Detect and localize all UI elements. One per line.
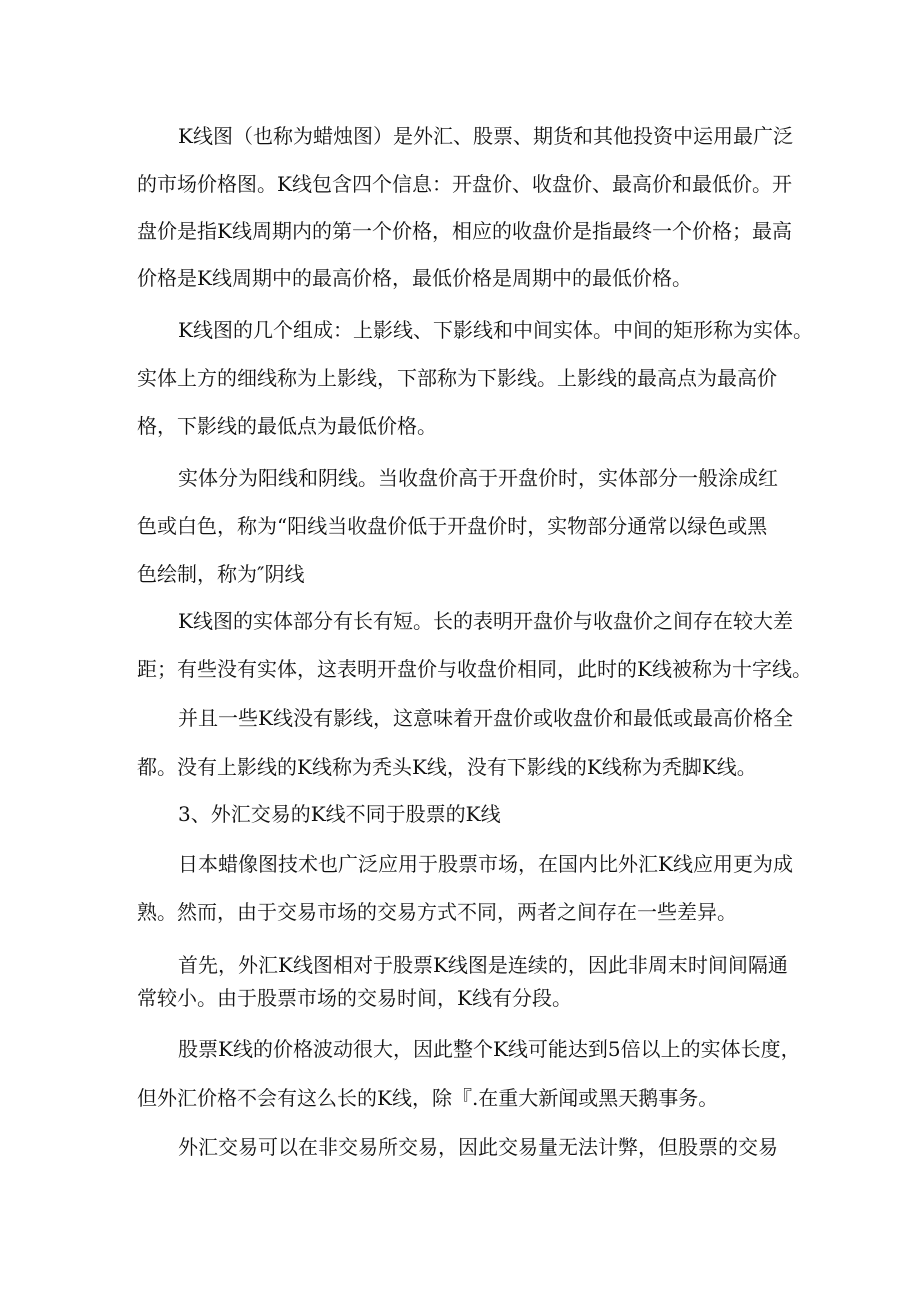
paragraph-4-line-1: K线图的实体部分有长有短。长的表明开盘价与收盘价之间存在较大差 — [178, 609, 793, 633]
paragraph-6-line-2: 熟。然而，由于交易市场的交易方式不同，两者之间存在一些差异。 — [137, 900, 737, 924]
paragraph-5-line-1: 并且一些K线没有影线，这意味着开盘价或收盘价和最低或最高价格全 — [178, 706, 793, 730]
paragraph-3-line-1: 实体分为阳线和阴线。当收盘价高于开盘价时，实体部分一般涂成红 — [178, 466, 778, 490]
paragraph-5-line-2: 都。没有上影线的K线称为秃头K线，没有下影线的K线称为秃脚K线。 — [137, 755, 757, 779]
paragraph-4-line-2: 距；有些没有实体，这表明开盘价与收盘价相同，此时的K线被称为十字线。 — [137, 657, 812, 681]
paragraph-8-line-1: 股票K线的价格波动很大，因此整个K线可能达到5倍以上的实体长度， — [178, 1037, 801, 1061]
paragraph-9-line-1: 外汇交易可以在非交易所交易，因此交易量无法计弊，但股票的交易 — [178, 1135, 778, 1159]
paragraph-7-line-2: 常较小。由于股票市场的交易时间，K线有分段。 — [137, 986, 572, 1010]
section-heading: 3、外汇交易的K线不同于股票的K线 — [178, 802, 501, 826]
paragraph-8-line-2: 但外汇价格不会有这么长的K线，除『.在重大新闻或黑天鹅事务。 — [137, 1086, 719, 1110]
paragraph-7-line-1: 首先，外汇K线图相对于股票K线图是连续的，因此非周末时间间隔通 — [178, 953, 788, 977]
paragraph-3-line-2: 色或白色，称为“阳线当收盘价低于开盘价时，实物部分通常以绿色或黑 — [137, 514, 768, 538]
paragraph-3-line-3: 色绘制，称为″阴线 — [137, 562, 305, 586]
paragraph-2-line-3: 格，下影线的最低点为最低价格。 — [137, 414, 437, 438]
paragraph-1-line-3: 盘价是指K线周期内的第一个价格，相应的收盘价是指最终一个价格；最高 — [137, 219, 792, 243]
paragraph-2-line-2: 实体上方的细线称为上影线，下部称为下影线。上影线的最高点为最高价 — [137, 366, 777, 390]
paragraph-1-line-4: 价格是K线周期中的最高价格，最低价格是周期中的最低价格。 — [137, 266, 692, 290]
paragraph-2-line-1: K线图的几个组成：上影线、下影线和中间实体。中间的矩形称为实体。 — [178, 318, 813, 342]
paragraph-1-line-1: K线图（也称为蜡烛图）是外汇、股票、期货和其他投资中运用最广泛 — [178, 124, 793, 148]
paragraph-6-line-1: 日本蜡像图技术也广泛应用于股票市场，在国内比外汇K线应用更为成 — [178, 852, 793, 876]
paragraph-1-line-2: 的市场价格图。K线包含四个信息：开盘价、收盘价、最高价和最低价。开 — [137, 172, 792, 196]
